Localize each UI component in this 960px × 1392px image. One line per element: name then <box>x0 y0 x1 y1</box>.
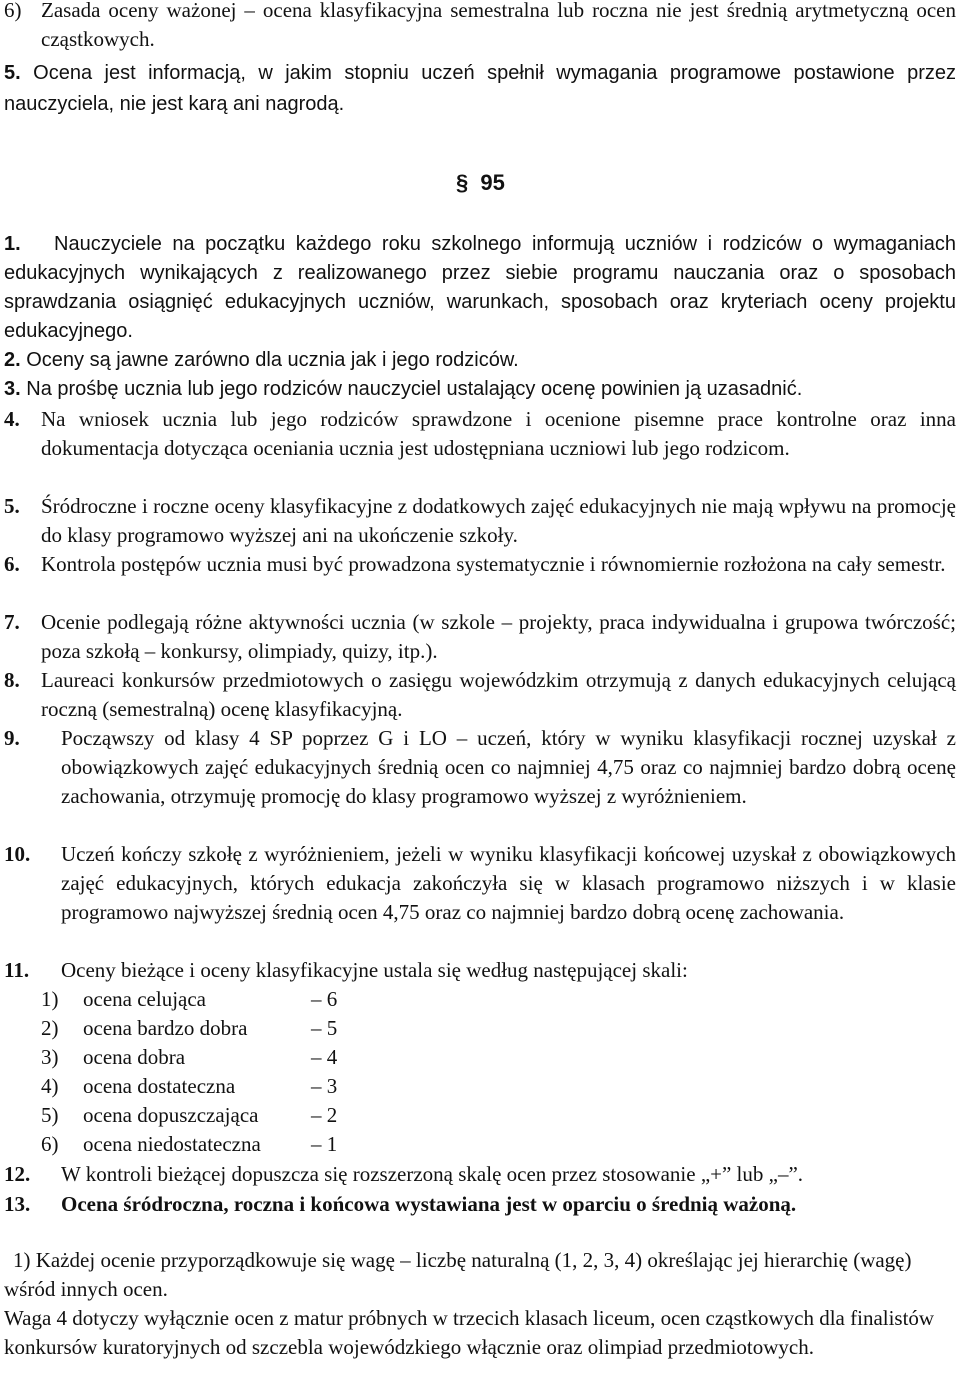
scale-row-number: 1) <box>41 987 59 1011</box>
item-9-text: Począwszy od klasy 4 SP poprzez G i LO – uczeń, który w wyniku klasyfikacji rocznej uzyskał z obowiązkowych zajęć edukacyjnych średnią ocen co najmniej 4,75 oraz co najmniej bardzo dobrą ocenę zachowania, otrzymuję promocję do klasy programowo wyższej z wyróżnieniem. <box>61 726 956 808</box>
item-4-number: 4. <box>4 407 20 431</box>
item-8-text: Laureaci konkursów przedmiotowych o zasięgu wojewódzkim otrzymują z danych edukacyjnych celującą roczną (semestralną) ocenę klasyfikacyjną. <box>41 668 956 721</box>
scale-row-number: 5) <box>41 1103 59 1127</box>
scale-row-value: – 4 <box>311 1045 338 1069</box>
item-2-number: 2. <box>4 349 21 371</box>
item-7 <box>4 608 956 666</box>
intro-item-6 <box>4 0 956 54</box>
scale-row-label: ocena dostateczna <box>83 1074 236 1098</box>
item-4 <box>4 405 956 463</box>
item-9 <box>4 724 956 811</box>
weight-rule-paragraph <box>4 1246 956 1304</box>
item-6-text: Kontrola postępów ucznia musi być prowadzona systematycznie i równomiernie rozłożona na cały semestr. <box>41 552 946 576</box>
scale-row <box>41 1014 441 1043</box>
scale-row <box>41 1072 441 1101</box>
item-13-number: 13. <box>4 1192 31 1216</box>
item-5 <box>4 492 956 550</box>
weight-4-text: Waga 4 dotyczy wyłącznie ocen z matur próbnych w trzecich klasach liceum, ocen cząstkowych dla finalistów konkursów kuratoryjnych od szczebla wojewódzkiego włącznie oraz olimpiad przedmiotowych. <box>4 1306 935 1359</box>
item-10-number: 10. <box>4 842 31 866</box>
scale-row-value: – 6 <box>311 987 338 1011</box>
item-13 <box>4 1190 956 1219</box>
scale-row-number: 6) <box>41 1132 59 1156</box>
intro-item-5-text: Ocena jest informacją, w jakim stopniu uczeń spełnił wymagania programowe postawione przez nauczyciela, nie jest karą ani nagrodą. <box>4 62 956 115</box>
item-2 <box>4 346 956 375</box>
scale-row <box>41 985 441 1014</box>
section-symbol: § <box>456 170 469 195</box>
scale-row-label: ocena dopuszczająca <box>83 1103 259 1127</box>
scale-row-value: – 2 <box>311 1103 338 1127</box>
item-11-number: 11. <box>4 958 30 982</box>
item-5-text: Śródroczne i roczne oceny klasyfikacyjne z dodatkowych zajęć edukacyjnych nie mają wpływu na promocję do klasy programowo wyższej ani na ukończenie szkoły. <box>41 494 956 547</box>
intro-item-6-number: 6) <box>4 0 22 22</box>
scale-row-label: ocena dobra <box>83 1045 186 1069</box>
scale-row-number: 3) <box>41 1045 59 1069</box>
scale-row-label: ocena bardzo dobra <box>83 1016 248 1040</box>
item-5-number: 5. <box>4 494 20 518</box>
item-12-text: W kontroli bieżącej dopuszcza się rozszerzoną skalę ocen przez stosowanie „+” lub „–”. <box>61 1162 804 1186</box>
item-7-text: Ocenie podlegają różne aktywności ucznia (w szkole – projekty, praca indywidualna i grupowa twórczość; poza szkołą – konkursy, olimpiady, quizy, itp.). <box>41 610 956 663</box>
item-11 <box>4 956 956 985</box>
scale-row <box>41 1130 441 1159</box>
item-3-number: 3. <box>4 378 21 400</box>
item-8 <box>4 666 956 724</box>
item-12 <box>4 1160 956 1189</box>
scale-row-value: – 5 <box>311 1016 338 1040</box>
intro-item-5 <box>4 58 956 120</box>
item-1-text: Nauczyciele na początku każdego roku szkolnego informują uczniów i rodziców o wymaganiach edukacyjnych wynikających z realizowanego przez siebie programu nauczania oraz o sposobach sprawdzania osiągnięć edukacyjnych uczniów, warunkach, sposobach oraz kryteriach oceny projektu edukacyjnego. <box>4 233 956 342</box>
section-number: 95 <box>480 170 505 195</box>
weight-4-paragraph <box>4 1304 956 1362</box>
item-4-text: Na wniosek ucznia lub jego rodziców sprawdzone i ocenione pisemne prace kontrolne oraz inna dokumentacja dotycząca oceniania ucznia jest udostępniana uczniowi lub jego rodzicom. <box>41 407 956 460</box>
section-heading <box>456 168 505 197</box>
item-1-number: 1. <box>4 233 21 255</box>
scale-row-number: 2) <box>41 1016 59 1040</box>
item-6 <box>4 550 956 579</box>
weight-rule-number: 1) <box>13 1248 31 1272</box>
item-7-number: 7. <box>4 610 20 634</box>
item-9-number: 9. <box>4 726 20 750</box>
intro-item-5-number: 5. <box>4 62 21 84</box>
item-12-number: 12. <box>4 1162 31 1186</box>
item-6-number: 6. <box>4 552 20 576</box>
weight-rule-text: Każdej ocenie przyporządkowuje się wagę – liczbę naturalną (1, 2, 3, 4) określając jej hierarchię (wagę) wśród innych ocen. <box>4 1248 912 1301</box>
scale-row-number: 4) <box>41 1074 59 1098</box>
intro-item-6-text: Zasada oceny ważonej – ocena klasyfikacyjna semestralna lub roczna nie jest średnią arytmetyczną ocen cząstkowych. <box>41 0 956 51</box>
item-8-number: 8. <box>4 668 20 692</box>
scale-row <box>41 1043 441 1072</box>
item-10-text: Uczeń kończy szkołę z wyróżnieniem, jeżeli w wyniku klasyfikacji końcowej uzyskał z obowiązkowych zajęć edukacyjnych, których edukacja zakończyła się w klasach programowo niższych i w klasie programowo najwyższej średnią ocen 4,75 oraz co najmniej bardzo dobrą ocenę zachowania. <box>61 842 956 924</box>
scale-row-label: ocena celująca <box>83 987 206 1011</box>
scale-row-label: ocena niedostateczna <box>83 1132 261 1156</box>
item-3 <box>4 375 956 404</box>
scale-row-value: – 3 <box>311 1074 338 1098</box>
item-3-text: Na prośbę ucznia lub jego rodziców nauczyciel ustalający ocenę powinien ją uzasadnić. <box>26 378 803 400</box>
item-11-text: Oceny bieżące i oceny klasyfikacyjne ustala się według następującej skali: <box>61 958 688 982</box>
item-10 <box>4 840 956 927</box>
scale-row-value: – 1 <box>311 1132 338 1156</box>
scale-row <box>41 1101 441 1130</box>
item-1 <box>4 230 956 346</box>
item-13-text: Ocena śródroczna, roczna i końcowa wystawiana jest w oparciu o średnią ważoną. <box>61 1192 797 1216</box>
item-2-text: Oceny są jawne zarówno dla ucznia jak i jego rodziców. <box>26 349 519 371</box>
